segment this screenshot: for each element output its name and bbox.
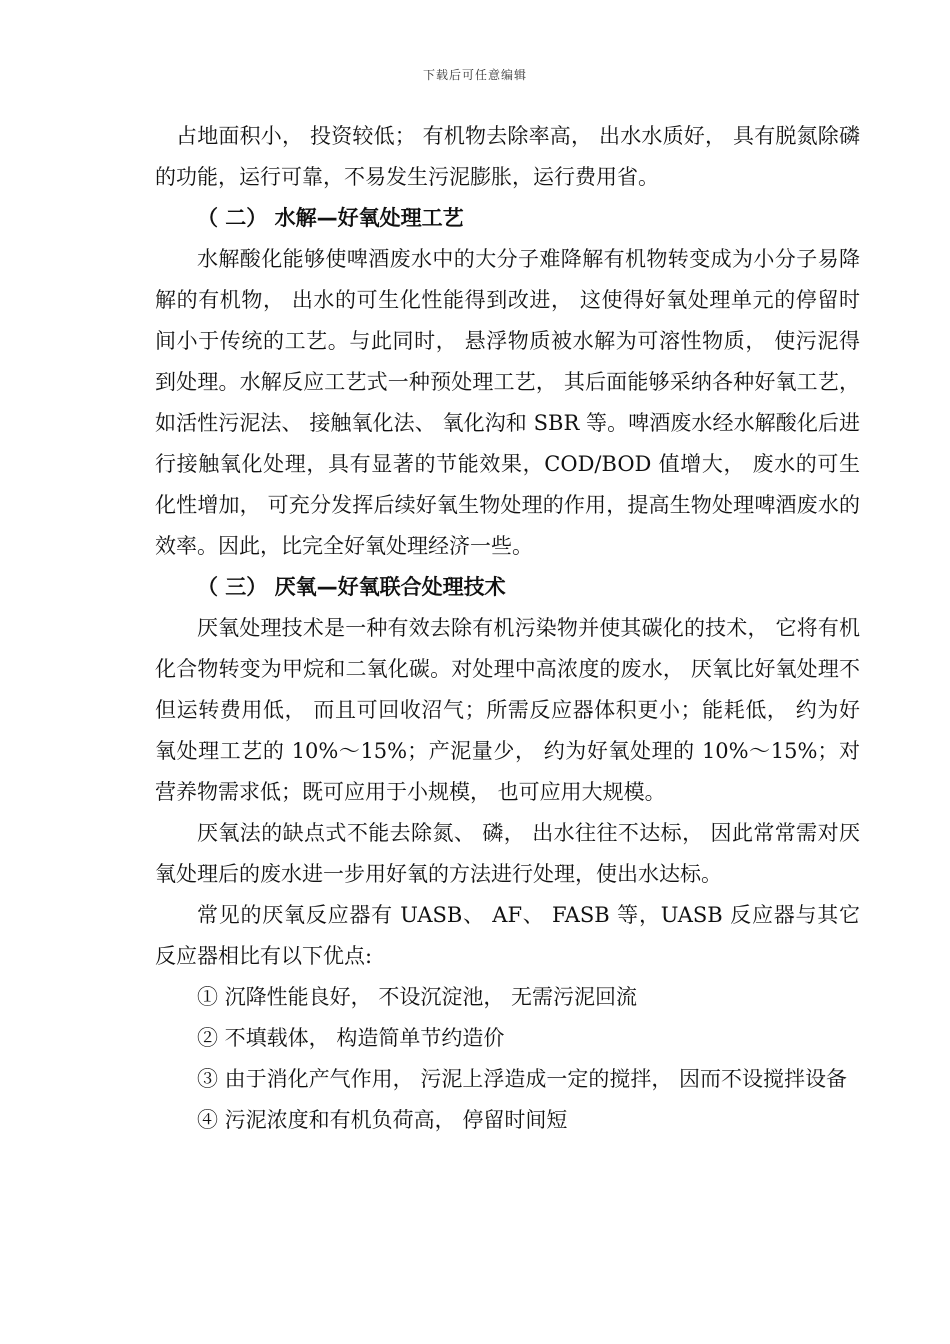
paragraph-1: 占地面积小， 投资较低； 有机物去除率高， 出水水质好， 具有脱氮除磷的功能，运行可靠，不易发生污泥膨胀，运行费用省。	[155, 124, 860, 189]
paragraph-4: 厌氧法的缺点式不能去除氮、 磷， 出水往往不达标， 因此常常需对厌氧处理后的废水进一步用好氧的方法进行处理，使出水达标。	[155, 821, 860, 886]
list-item: ③ 由于消化产气作用， 污泥上浮造成一定的搅拌， 因而不设搅拌设备	[197, 1067, 848, 1091]
list-item: ① 沉降性能良好， 不设沉淀池， 无需污泥回流	[197, 985, 638, 1009]
list-item: ② 不填载体， 构造简单节约造价	[197, 1026, 505, 1050]
paragraph-3: 厌氧处理技术是一种有效去除有机污染物并使其碳化的技术， 它将有机化合物转变为甲烷和二氧化碳。对处理中高浓度的废水， 厌氧比好氧处理不但运转费用低， 而且可回收沼气；所需反应器体积更小；能耗低， 约为好氧处理工艺的 10%～15%；产泥量少， 约为好氧处理的 10%～15%；对营养物需求低；既可应用于小规模， 也可应用大规模。	[155, 616, 860, 804]
paragraph-5: 常见的厌氧反应器有 UASB、 AF、 FASB 等，UASB 反应器与其它反应器相比有以下优点:	[155, 903, 860, 968]
document-body	[155, 116, 860, 1141]
page-header: 下载后可任意编辑	[422, 68, 527, 82]
section-heading-3: （ 三） 厌氧—好氧联合处理技术	[197, 575, 506, 599]
list-item: ④ 污泥浓度和有机负荷高， 停留时间短	[197, 1108, 568, 1132]
section-heading-2: （ 二） 水解—好氧处理工艺	[197, 206, 464, 230]
paragraph-2: 水解酸化能够使啤酒废水中的大分子难降解有机物转变成为小分子易降解的有机物， 出水的可生化性能得到改进， 这使得好氧处理单元的停留时间小于传统的工艺。与此同时， 悬浮物质被水解为可溶性物质， 使污泥得到处理。水解反应工艺式一种预处理工艺， 其后面能够采纳各种好氧工艺， 如活性污泥法、 接触氧化法、 氧化沟和 SBR 等。啤酒废水经水解酸化后进行接触氧化处理，具有显著的节能效果，COD/BOD 值增大， 废水的可生化性增加， 可充分发挥后续好氧生物处理的作用，提高生物处理啤酒废水的效率。因此，比完全好氧处理经济一些。	[155, 247, 860, 558]
